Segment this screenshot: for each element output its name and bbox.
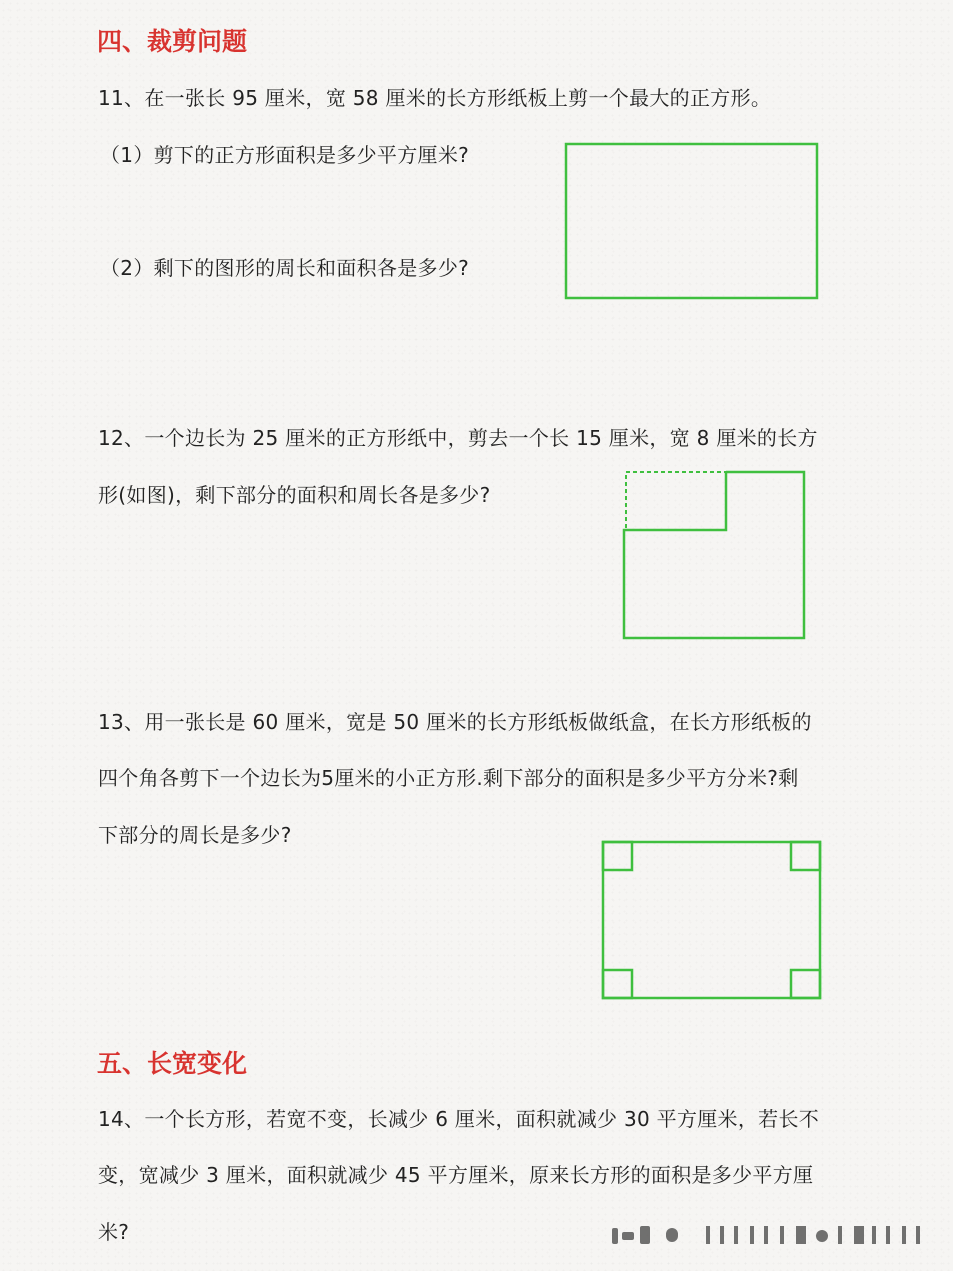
question-14-line1: 14、一个长方形，若宽不变，长减少 6 厘米，面积就减少 30 平方厘米，若长不 [98, 1107, 820, 1131]
section-heading-dimension-change: 五、长宽变化 [97, 1049, 248, 1078]
section-heading-cutting: 四、裁剪问题 [97, 27, 248, 56]
question-13-line2: 四个角各剪下一个边长为5厘米的小正方形.剩下部分的面积是多少平方分米?剩 [98, 766, 799, 790]
question-14-line2: 变，宽减少 3 厘米，面积就减少 45 平方厘米，原来长方形的面积是多少平方厘 [98, 1163, 814, 1187]
question-11-text: 11、在一张长 95 厘米，宽 58 厘米的长方形纸板上剪一个最大的正方形。 [98, 86, 772, 110]
corner-square-top-left [603, 842, 632, 870]
question-12-line2: 形(如图)，剩下部分的面积和周长各是多少? [98, 483, 491, 507]
question-12-line1: 12、一个边长为 25 厘米的正方形纸中，剪去一个长 15 厘米，宽 8 厘米的长方 [98, 426, 818, 450]
corner-square-bottom-right [791, 970, 820, 998]
corner-square-bottom-left [603, 970, 632, 998]
question-14-line3: 米? [98, 1220, 130, 1244]
question-13-line3: 下部分的周长是多少? [98, 823, 292, 847]
cardboard-outline [603, 842, 820, 998]
watermark-logo [610, 1222, 930, 1248]
corner-square-top-right [791, 842, 820, 870]
question-11-sub2: （2）剩下的图形的周长和面积各是多少? [100, 256, 470, 280]
question-13-line1: 13、用一张长是 60 厘米，宽是 50 厘米的长方形纸板做纸盒，在长方形纸板的 [98, 710, 812, 734]
question-11-sub1: （1）剪下的正方形面积是多少平方厘米? [100, 143, 470, 167]
